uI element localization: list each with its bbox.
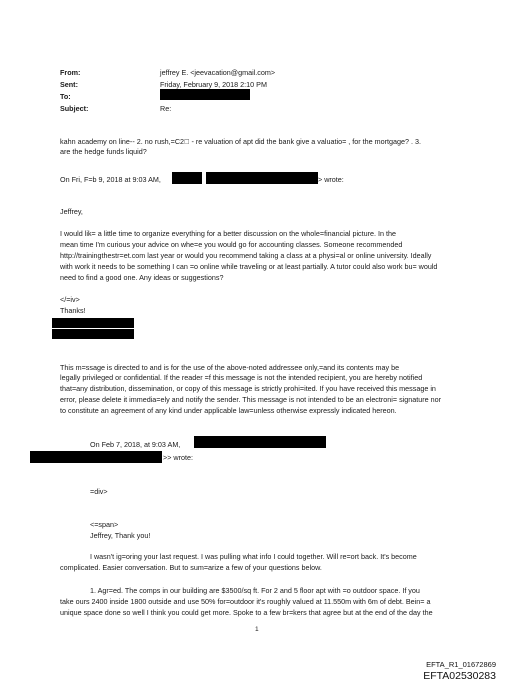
- redaction-signature-title: [52, 329, 134, 339]
- quote1-wrote: > wrote:: [318, 175, 344, 184]
- redaction-sender2-name: [194, 436, 326, 448]
- quote2-greeting: Jeffrey, Thank you!: [90, 531, 151, 540]
- footer-large-id: EFTA02530283: [423, 670, 496, 682]
- page-number: 1: [255, 626, 259, 633]
- quote2-div-open: =div>: [90, 487, 108, 496]
- quote1-para-line-3: http://trainingthestr=et.com last year or would you recommend taking a class at a physi=al or online university. Ideally: [60, 251, 432, 260]
- from-value: jeffrey E. <jeevacation@gmail.com>: [160, 68, 276, 77]
- redaction-sender-name: [172, 172, 202, 184]
- quote1-div-close: </=iv>: [60, 295, 80, 304]
- to-label: To:: [60, 92, 71, 101]
- quote1-para-line-5: need to find a good one. Any ideas or suggestions?: [60, 273, 224, 282]
- quote2-para1-line-1: I wasn't ig=oring your last request. I was pulling what info I could together. Will re=ort back. It's become: [90, 552, 417, 561]
- quote2-on-prefix: On Feb 7, 2018, at 9:03 AM,: [90, 440, 181, 449]
- sent-value: Friday, February 9, 2018 2:10 PM: [160, 80, 267, 89]
- quote1-greeting: Jeffrey,: [60, 207, 83, 216]
- disclaimer-line-1: This m=ssage is directed to and is for the use of the above-noted addressee only,=and its contents may be: [60, 363, 400, 372]
- disclaimer-line-5: to constitute an agreement of any kind under applicable law=unless otherwise expressly indicated hereon.: [60, 406, 397, 415]
- subject-value: Re:: [160, 104, 172, 113]
- quote1-on-prefix: On Fri, F=b 9, 2018 at 9:03 AM,: [60, 175, 161, 184]
- quote1-para-line-1: I would lik= a little time to organize everything for a better discussion on the whole=financial picture. In the: [60, 229, 397, 238]
- quote1-para-line-2: mean time I'm curious your advice on whe=e you would go for accounting classes. Someone recommended: [60, 240, 403, 249]
- quote2-para1-line-2: complicated. Easier conversation. But to sum=arize a few of your questions below.: [60, 563, 322, 572]
- redaction-signature-name: [52, 318, 134, 328]
- redaction-to: [160, 89, 250, 100]
- redaction-sender2-email: [30, 451, 162, 463]
- disclaimer-line-2: legally privileged or confidential. If the reader =f this message is not the intended recipient, you are hereby notified: [60, 373, 423, 382]
- quote2-para2-line-2: take ours 2400 inside 1800 outside and use 50% for=outdoor it's roughly valued at 11.550m with 6m of debt. Bein= a: [60, 597, 431, 606]
- sent-label: Sent:: [60, 80, 78, 89]
- quote1-thanks: Thanks!: [60, 306, 86, 315]
- quote2-span-open: <=span>: [90, 520, 119, 529]
- reply-line-2: are the hedge funds liquid?: [60, 147, 147, 156]
- quote2-para2-line-3: unique space done so well I think you could get more. Spoke to a few br=kers that agree but at the end of the day the: [60, 608, 433, 617]
- disclaimer-line-4: error, please delete it immedia=ely and notify the sender. This message is not intended to be an electroni= signature nor: [60, 395, 442, 404]
- quote1-para-line-4: with work it needs to be something I can =o online while traveling or at least partially. A tutor could also work bu= would: [60, 262, 438, 271]
- subject-label: Subject:: [60, 104, 89, 113]
- from-label: From:: [60, 68, 81, 77]
- footer-small-id: EFTA_R1_01672869: [426, 660, 496, 669]
- disclaimer-line-3: that=any distribution, dissemination, or copy of this message is strictly prohi=ited. If you have received this message in: [60, 384, 436, 393]
- quote2-para2-line-1: 1. Agr=ed. The comps in our building are $3500/sq ft. For 2 and 5 floor apt with =o outdoor space. If you: [90, 586, 420, 595]
- reply-line-1: kahn academy on line-- 2. no rush,=C2  - re valuation of apt did the bank give a valuatio= , for the mortgage? . 3.: [60, 137, 421, 146]
- quote2-wrote: >> wrote:: [163, 453, 193, 462]
- redaction-sender-email: [206, 172, 318, 184]
